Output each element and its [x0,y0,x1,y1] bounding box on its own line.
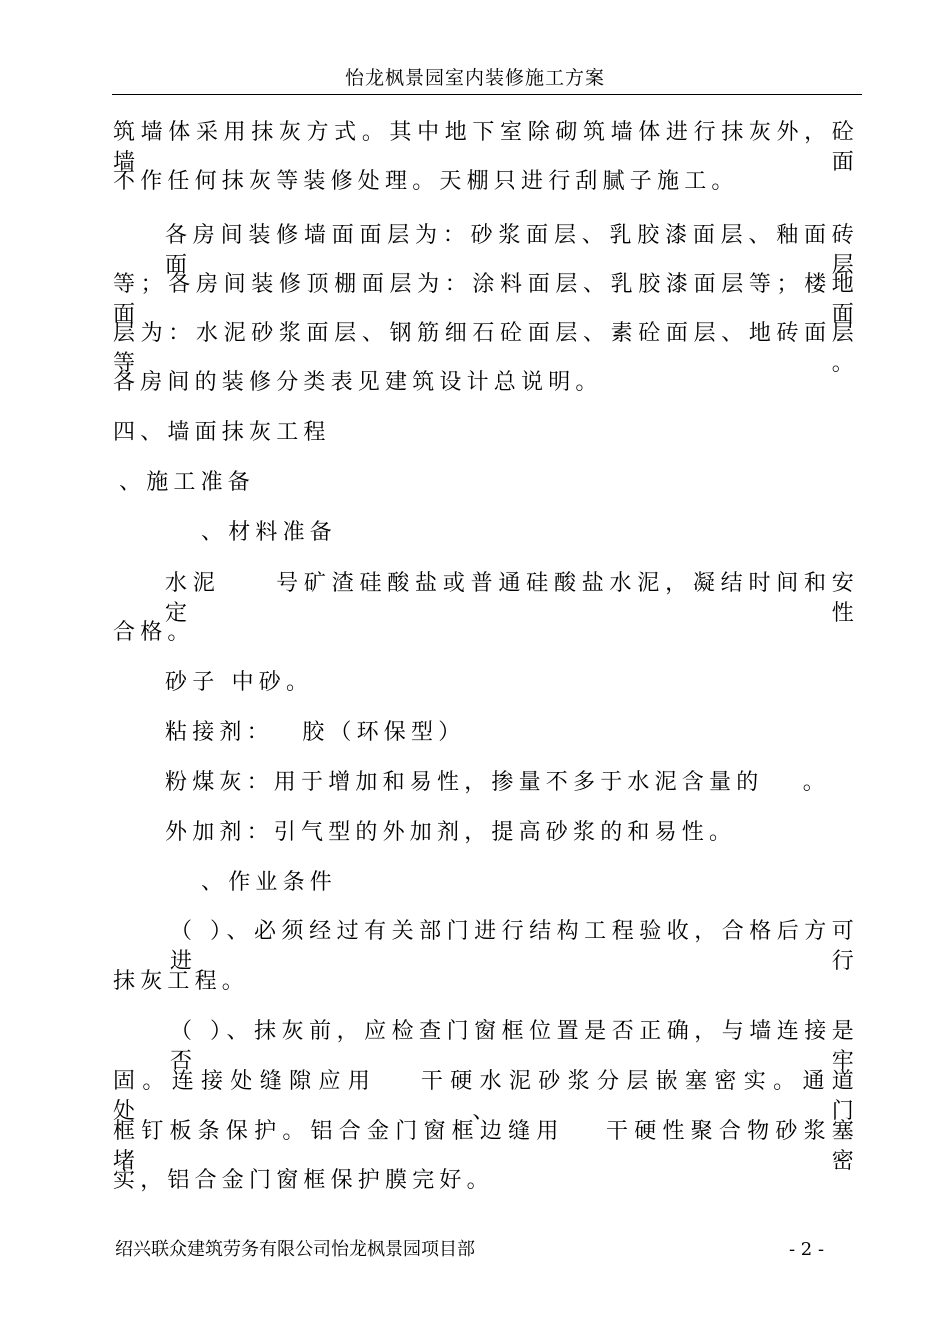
body-line: 合格。 [113,620,195,645]
body-line: （ ）、必须经过有关部门进行结构工程验收，合格后方可进行 [170,919,859,974]
body-line: 等；各房间装修顶棚面层为：涂料面层、乳胶漆面层等；楼地面面 [113,272,859,327]
subsection-heading: 、施工准备 [119,470,256,495]
body-line: 粘接剂： 胶（环保型） [165,720,466,745]
page-number: - 2 - [789,1239,825,1260]
header-divider [112,94,862,95]
subsection-heading: 、材料准备 [201,520,338,545]
body-line: 不作任何抹灰等装修处理。天棚只进行刮腻子施工。 [113,169,739,194]
document-title: 怡龙枫景园室内装修施工方案 [344,67,605,89]
body-line: 框钉板条保护。铝合金门窗框边缝用 干硬性聚合物砂浆塞堵密 [113,1119,859,1174]
body-line: 固。连接处缝隙应用 干硬水泥砂浆分层嵌塞密实。通道处、门 [113,1069,859,1124]
subsection-heading: 、作业条件 [201,870,338,895]
body-line: 层为：水泥砂浆面层、钢筋细石砼面层、素砼面层、地砖面层等。 [113,321,859,376]
body-line: 各房间装修墙面面层为：砂浆面层、乳胶漆面层、釉面砖面层 [165,223,859,278]
footer-company: 绍兴联众建筑劳务有限公司怡龙枫景园项目部 [115,1239,475,1260]
body-line: 水泥 号矿渣硅酸盐或普通硅酸盐水泥，凝结时间和安定性 [165,571,859,626]
body-line: 粉煤灰：用于增加和易性，掺量不多于水泥含量的 。 [165,770,830,795]
body-line: （ ）、抹灰前，应检查门窗框位置是否正确，与墙连接是否牢 [170,1019,859,1074]
body-line: 抹灰工程。 [113,969,250,994]
body-line: 外加剂：引气型的外加剂，提高砂浆的和易性。 [165,820,737,845]
section-heading: 四、墙面抹灰工程 [113,420,331,445]
body-line: 砂子 中砂。 [165,670,314,695]
body-line: 各房间的装修分类表见建筑设计总说明。 [113,370,603,395]
body-line: 实，铝合金门窗框保护膜完好。 [113,1168,494,1193]
body-line: 筑墙体采用抹灰方式。其中地下室除砌筑墙体进行抹灰外，砼墙面 [113,120,859,175]
